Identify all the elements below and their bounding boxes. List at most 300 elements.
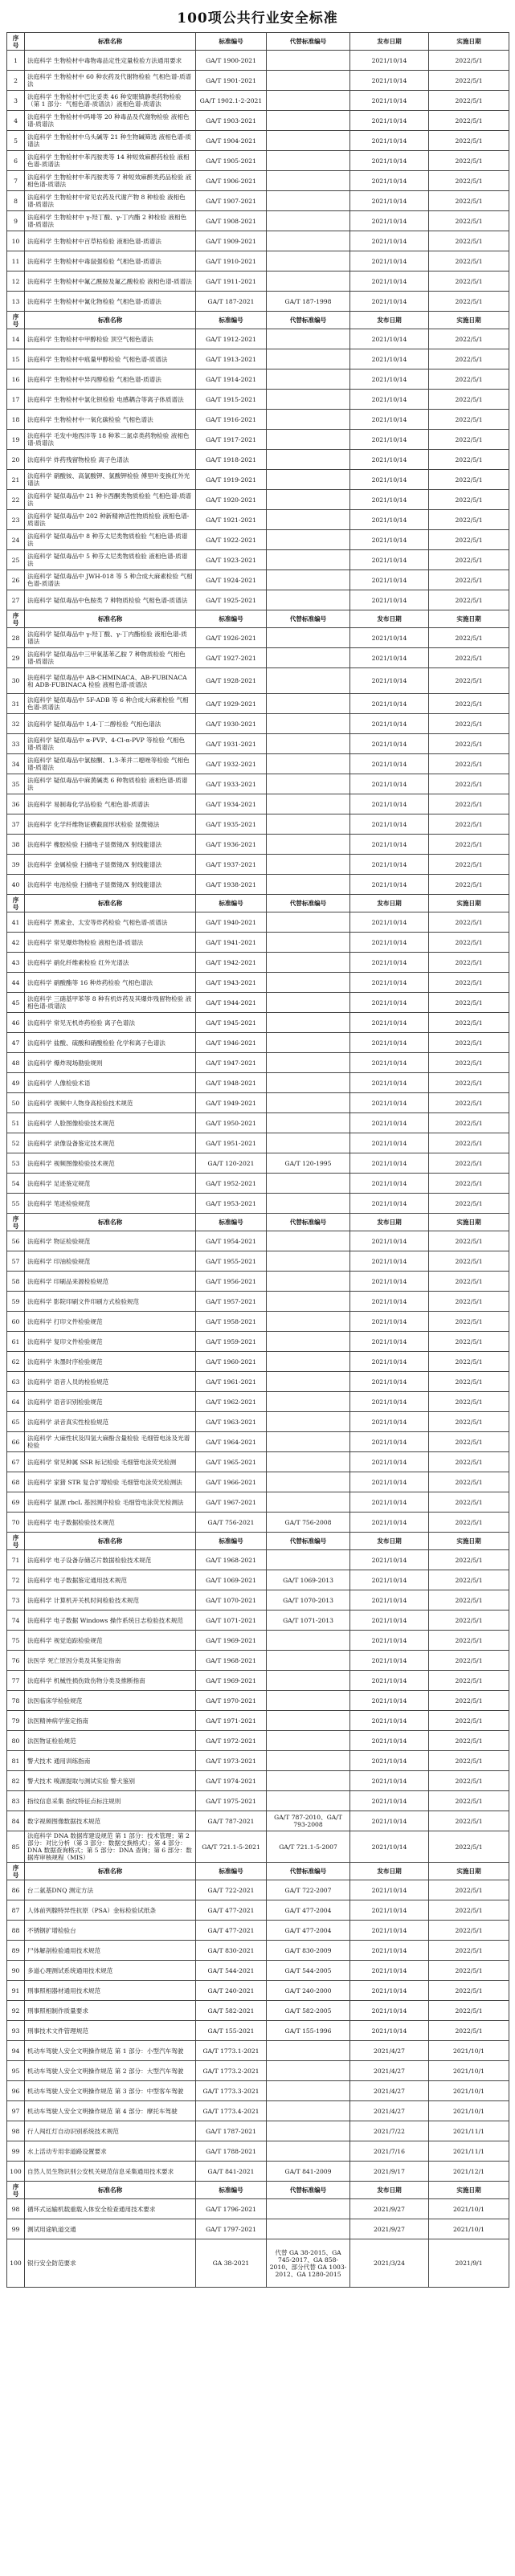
replaced-code: GA/T 1071-2013 bbox=[267, 1611, 350, 1631]
publish-date: 2021/7/22 bbox=[350, 2121, 429, 2141]
table-header-row bbox=[7, 33, 509, 51]
column-header: 序号 bbox=[7, 312, 25, 329]
table-row bbox=[7, 953, 509, 973]
table-row bbox=[7, 933, 509, 953]
effective-date: 2022/5/1 bbox=[429, 628, 509, 648]
standard-code: GA/T 155-2021 bbox=[196, 2021, 267, 2041]
effective-date: 2022/5/1 bbox=[429, 1093, 509, 1113]
publish-date: 2021/10/14 bbox=[350, 1961, 429, 1981]
standard-code: GA/T 477-2021 bbox=[196, 1921, 267, 1941]
row-number: 44 bbox=[7, 973, 25, 993]
publish-date: 2021/10/14 bbox=[350, 1231, 429, 1251]
effective-date: 2022/5/1 bbox=[429, 530, 509, 550]
publish-date: 2021/10/14 bbox=[350, 1093, 429, 1113]
effective-date: 2022/5/1 bbox=[429, 1611, 509, 1631]
replaced-code bbox=[267, 2141, 350, 2162]
row-number: 80 bbox=[7, 1731, 25, 1751]
publish-date: 2021/10/14 bbox=[350, 1432, 429, 1452]
column-header: 标准编号 bbox=[196, 312, 267, 329]
table-row bbox=[7, 71, 509, 91]
effective-date: 2022/5/1 bbox=[429, 191, 509, 211]
standard-code: GA/T 1070-2021 bbox=[196, 1590, 267, 1611]
standard-name: 法庭科学 疑似毒品中 α-PVP、4-Cl-α-PVP 等检验 气相色谱-质谱法 bbox=[25, 734, 196, 754]
standard-name: 法庭科学 生物检材中 60 种农药及代谢物检验 气相色谱-质谱法 bbox=[25, 71, 196, 91]
replaced-code bbox=[267, 2081, 350, 2101]
publish-date: 2021/10/14 bbox=[350, 1492, 429, 1513]
row-number: 58 bbox=[7, 1272, 25, 1292]
standard-code: GA/T 187-2021 bbox=[196, 292, 267, 312]
publish-date: 2021/10/14 bbox=[350, 251, 429, 271]
standard-code: GA/T 1908-2021 bbox=[196, 211, 267, 231]
effective-date: 2022/5/1 bbox=[429, 1731, 509, 1751]
standard-name: 法庭科学 大麻性状及四氢大麻酚含量检验 毛细管电泳及光谱检验 bbox=[25, 1432, 196, 1452]
standard-name: 法庭科学 复印文件检验规范 bbox=[25, 1332, 196, 1352]
column-header: 实施日期 bbox=[429, 312, 509, 329]
table-row bbox=[7, 875, 509, 895]
column-header: 标准编号 bbox=[196, 895, 267, 912]
standard-code: GA/T 1955-2021 bbox=[196, 1251, 267, 1272]
standard-code: GA/T 1912-2021 bbox=[196, 329, 267, 349]
table-row bbox=[7, 470, 509, 490]
publish-date: 2021/10/14 bbox=[350, 1332, 429, 1352]
replaced-code: GA/T 756-2008 bbox=[267, 1513, 350, 1533]
standard-code: GA/T 1971-2021 bbox=[196, 1711, 267, 1731]
row-number: 21 bbox=[7, 470, 25, 490]
row-number: 71 bbox=[7, 1550, 25, 1570]
replaced-code bbox=[267, 71, 350, 91]
publish-date: 2021/10/14 bbox=[350, 271, 429, 292]
row-number: 90 bbox=[7, 1961, 25, 1981]
table-row bbox=[7, 1711, 509, 1731]
table-row bbox=[7, 111, 509, 131]
standard-name: 循环式运输机载重载入体安全检查通用技术要求 bbox=[25, 2199, 196, 2219]
column-header: 序号 bbox=[7, 1214, 25, 1231]
table-row bbox=[7, 390, 509, 410]
table-row bbox=[7, 1921, 509, 1941]
table-row bbox=[7, 329, 509, 349]
replaced-code bbox=[267, 1272, 350, 1292]
replaced-code bbox=[267, 251, 350, 271]
row-number: 60 bbox=[7, 1312, 25, 1332]
replaced-code bbox=[267, 1113, 350, 1133]
standard-code: GA/T 722-2021 bbox=[196, 1880, 267, 1900]
table-row bbox=[7, 1113, 509, 1133]
standard-code: GA/T 1966-2021 bbox=[196, 1472, 267, 1492]
standard-code: GA/T 1787-2021 bbox=[196, 2121, 267, 2141]
table-row bbox=[7, 912, 509, 933]
standard-code: GA/T 1904-2021 bbox=[196, 131, 267, 151]
effective-date: 2022/5/1 bbox=[429, 1791, 509, 1811]
standard-name: 法庭科学 生物检材中氟乙酰胺及氟乙酸检验 液相色谱-质谱法 bbox=[25, 271, 196, 292]
standard-name: 法庭科学 化学纤维物证横截面形状检验 显微镜法 bbox=[25, 814, 196, 835]
standard-code: GA/T 1954-2021 bbox=[196, 1231, 267, 1251]
standard-code: GA/T 1920-2021 bbox=[196, 490, 267, 510]
table-row bbox=[7, 1611, 509, 1631]
row-number: 11 bbox=[7, 251, 25, 271]
standard-code: GA/T 1973-2021 bbox=[196, 1751, 267, 1771]
row-number: 54 bbox=[7, 1174, 25, 1194]
effective-date: 2022/5/1 bbox=[429, 1900, 509, 1921]
standard-name: 尸体解剖检验通用技术规范 bbox=[25, 1941, 196, 1961]
column-header: 标准名称 bbox=[25, 33, 196, 51]
effective-date: 2022/5/1 bbox=[429, 369, 509, 390]
replaced-code bbox=[267, 231, 350, 251]
row-number: 8 bbox=[7, 191, 25, 211]
standard-name: 法庭科学 疑似毒品中 21 种卡西酮类物质检验 气相色谱-质谱法 bbox=[25, 490, 196, 510]
effective-date: 2022/5/1 bbox=[429, 550, 509, 570]
row-number: 50 bbox=[7, 1093, 25, 1113]
replaced-code: GA/T 582-2005 bbox=[267, 2001, 350, 2021]
table-row bbox=[7, 450, 509, 470]
publish-date: 2021/10/14 bbox=[350, 694, 429, 714]
standard-code: GA/T 756-2021 bbox=[196, 1513, 267, 1533]
publish-date: 2021/10/14 bbox=[350, 490, 429, 510]
replaced-code bbox=[267, 151, 350, 171]
table-row bbox=[7, 251, 509, 271]
table-row bbox=[7, 2141, 509, 2162]
table-row bbox=[7, 774, 509, 794]
standard-code: GA/T 841-2021 bbox=[196, 2162, 267, 2182]
standard-code: GA/T 1923-2021 bbox=[196, 550, 267, 570]
publish-date: 2021/7/16 bbox=[350, 2141, 429, 2162]
row-number: 15 bbox=[7, 349, 25, 369]
effective-date: 2022/5/1 bbox=[429, 1272, 509, 1292]
effective-date: 2022/5/1 bbox=[429, 794, 509, 814]
row-number: 43 bbox=[7, 953, 25, 973]
column-header: 代替标准编号 bbox=[267, 312, 350, 329]
effective-date: 2021/10/1 bbox=[429, 2081, 509, 2101]
effective-date: 2022/5/1 bbox=[429, 1492, 509, 1513]
replaced-code bbox=[267, 1432, 350, 1452]
table-row bbox=[7, 1093, 509, 1113]
effective-date: 2022/5/1 bbox=[429, 1961, 509, 1981]
effective-date: 2022/5/1 bbox=[429, 1194, 509, 1214]
standard-name: 法医临床学检验规范 bbox=[25, 1691, 196, 1711]
standard-code: GA/T 1952-2021 bbox=[196, 1174, 267, 1194]
table-row bbox=[7, 1073, 509, 1093]
publish-date: 2021/9/27 bbox=[350, 2199, 429, 2219]
publish-date: 2021/10/14 bbox=[350, 953, 429, 973]
replaced-code bbox=[267, 1631, 350, 1651]
standard-code: GA/T 1934-2021 bbox=[196, 794, 267, 814]
standard-name: 法庭科学 生物检材中异丙醇检验 气相色谱-质谱法 bbox=[25, 369, 196, 390]
row-number: 74 bbox=[7, 1611, 25, 1631]
standard-name: 法庭科学 人像检验术语 bbox=[25, 1073, 196, 1093]
table-row bbox=[7, 510, 509, 530]
effective-date: 2022/5/1 bbox=[429, 1691, 509, 1711]
standard-name: 法庭科学 打印文件检验规范 bbox=[25, 1312, 196, 1332]
standard-name: 机动车驾驶人安全文明操作规范 第 2 部分：大型汽车驾驶 bbox=[25, 2061, 196, 2081]
replaced-code bbox=[267, 1292, 350, 1312]
effective-date: 2022/5/1 bbox=[429, 1631, 509, 1651]
effective-date: 2022/5/1 bbox=[429, 1550, 509, 1570]
row-number: 32 bbox=[7, 714, 25, 734]
replaced-code bbox=[267, 171, 350, 191]
effective-date: 2022/5/1 bbox=[429, 329, 509, 349]
standard-name: 法庭科学 硝化纤维素检验 红外光谱法 bbox=[25, 953, 196, 973]
publish-date: 2021/10/14 bbox=[350, 410, 429, 430]
effective-date: 2022/5/1 bbox=[429, 1513, 509, 1533]
row-number: 17 bbox=[7, 390, 25, 410]
row-number: 96 bbox=[7, 2081, 25, 2101]
publish-date: 2021/10/14 bbox=[350, 1251, 429, 1272]
standard-name: 法庭科学 爆炸现场勘验规则 bbox=[25, 1053, 196, 1073]
row-number: 72 bbox=[7, 1570, 25, 1590]
column-header: 标准编号 bbox=[196, 33, 267, 51]
publish-date: 2021/10/14 bbox=[350, 1771, 429, 1791]
table-row bbox=[7, 91, 509, 111]
publish-date: 2021/10/14 bbox=[350, 1372, 429, 1392]
replaced-code bbox=[267, 1033, 350, 1053]
row-number: 49 bbox=[7, 1073, 25, 1093]
standard-code: GA/T 1913-2021 bbox=[196, 349, 267, 369]
publish-date: 2021/10/14 bbox=[350, 1941, 429, 1961]
table-row bbox=[7, 754, 509, 774]
table-row bbox=[7, 231, 509, 251]
standard-name: 法庭科学 硝酸酯等 16 种炸药检验 气相色谱法 bbox=[25, 973, 196, 993]
column-header: 实施日期 bbox=[429, 1214, 509, 1231]
standard-name: 法庭科学 疑似毒品中 AB-CHMINACA、AB-FUBINACA 和 ADB-FUBINACA 检验 液相色谱-质谱法 bbox=[25, 668, 196, 694]
standard-code: GA/T 1924-2021 bbox=[196, 570, 267, 590]
row-number: 5 bbox=[7, 131, 25, 151]
table-row bbox=[7, 2162, 509, 2182]
replaced-code bbox=[267, 933, 350, 953]
row-number: 56 bbox=[7, 1231, 25, 1251]
row-number: 2 bbox=[7, 71, 25, 91]
effective-date: 2022/5/1 bbox=[429, 490, 509, 510]
effective-date: 2022/5/1 bbox=[429, 410, 509, 430]
row-number: 97 bbox=[7, 2101, 25, 2121]
row-number: 47 bbox=[7, 1033, 25, 1053]
publish-date: 2021/10/14 bbox=[350, 369, 429, 390]
row-number: 37 bbox=[7, 814, 25, 835]
effective-date: 2021/9/1 bbox=[429, 2239, 509, 2288]
table-row bbox=[7, 1251, 509, 1272]
effective-date: 2022/5/1 bbox=[429, 111, 509, 131]
standard-code: GA/T 1916-2021 bbox=[196, 410, 267, 430]
column-header: 实施日期 bbox=[429, 1863, 509, 1880]
replaced-code bbox=[267, 550, 350, 570]
publish-date: 2021/10/14 bbox=[350, 1711, 429, 1731]
replaced-code bbox=[267, 668, 350, 694]
standard-code: GA/T 1071-2021 bbox=[196, 1611, 267, 1631]
publish-date: 2021/9/27 bbox=[350, 2219, 429, 2239]
standards-table bbox=[6, 32, 509, 2288]
effective-date: 2022/5/1 bbox=[429, 1412, 509, 1432]
row-number: 100 bbox=[7, 2162, 25, 2182]
row-number: 48 bbox=[7, 1053, 25, 1073]
standard-name: 指纹信息采集 指纹特征点标注规则 bbox=[25, 1791, 196, 1811]
column-header: 代替标准编号 bbox=[267, 1533, 350, 1550]
column-header: 标准编号 bbox=[196, 2182, 267, 2199]
standard-name: 水上活动专用非道路设置要求 bbox=[25, 2141, 196, 2162]
replaced-code bbox=[267, 470, 350, 490]
standard-code: GA/T 1907-2021 bbox=[196, 191, 267, 211]
replaced-code bbox=[267, 1312, 350, 1332]
replaced-code bbox=[267, 1093, 350, 1113]
publish-date: 2021/10/14 bbox=[350, 450, 429, 470]
standard-code: GA/T 1974-2021 bbox=[196, 1771, 267, 1791]
standard-code: GA/T 1902.1-2-2021 bbox=[196, 91, 267, 111]
page-title: 100项公共行业安全标准 bbox=[177, 10, 338, 27]
column-header: 实施日期 bbox=[429, 2182, 509, 2199]
publish-date: 2021/10/14 bbox=[350, 1651, 429, 1671]
standard-name: 法庭科学 视频图像检验技术规范 bbox=[25, 1153, 196, 1174]
replaced-code bbox=[267, 1711, 350, 1731]
replaced-code: GA/T 841-2009 bbox=[267, 2162, 350, 2182]
replaced-code bbox=[267, 1751, 350, 1771]
publish-date: 2021/10/14 bbox=[350, 973, 429, 993]
row-number: 68 bbox=[7, 1472, 25, 1492]
table-row bbox=[7, 2041, 509, 2061]
publish-date: 2021/4/27 bbox=[350, 2041, 429, 2061]
publish-date: 2021/10/14 bbox=[350, 1791, 429, 1811]
standard-name: 不锈钢扩增检验台 bbox=[25, 1921, 196, 1941]
table-row bbox=[7, 1671, 509, 1691]
standard-name: 法庭科学 金属检验 扫描电子显微镜/X 射线能谱法 bbox=[25, 855, 196, 875]
publish-date: 2021/10/14 bbox=[350, 1392, 429, 1412]
table-row bbox=[7, 855, 509, 875]
column-header: 实施日期 bbox=[429, 1533, 509, 1550]
effective-date: 2022/5/1 bbox=[429, 590, 509, 610]
table-header-row bbox=[7, 1533, 509, 1550]
publish-date: 2021/10/14 bbox=[350, 390, 429, 410]
effective-date: 2022/5/1 bbox=[429, 390, 509, 410]
standard-name: 法庭科学 疑似毒品中 JWH-018 等 5 种合成大麻素检验 气相色谱-质谱法 bbox=[25, 570, 196, 590]
standard-code: GA/T 1773.4-2021 bbox=[196, 2101, 267, 2121]
standard-name: 法庭科学 生物检材中一氧化碳检验 气相色谱法 bbox=[25, 410, 196, 430]
table-header-row bbox=[7, 610, 509, 628]
table-row bbox=[7, 1590, 509, 1611]
standard-code: GA/T 1959-2021 bbox=[196, 1332, 267, 1352]
standard-name: 法庭科学 电子数据 Windows 操作系统日志检验技术规范 bbox=[25, 1611, 196, 1631]
effective-date: 2021/11/1 bbox=[429, 2121, 509, 2141]
row-number: 76 bbox=[7, 1651, 25, 1671]
effective-date: 2022/5/1 bbox=[429, 2021, 509, 2041]
replaced-code: GA/T 721.1-5-2007 bbox=[267, 1831, 350, 1863]
standard-code: GA/T 1945-2021 bbox=[196, 1013, 267, 1033]
column-header: 序号 bbox=[7, 1863, 25, 1880]
column-header: 代替标准编号 bbox=[267, 610, 350, 628]
effective-date: 2022/5/1 bbox=[429, 1590, 509, 1611]
standard-code: GA/T 1927-2021 bbox=[196, 648, 267, 668]
replaced-code bbox=[267, 1771, 350, 1791]
column-header: 发布日期 bbox=[350, 895, 429, 912]
publish-date: 2021/10/14 bbox=[350, 1272, 429, 1292]
effective-date: 2022/5/1 bbox=[429, 271, 509, 292]
publish-date: 2021/3/24 bbox=[350, 2239, 429, 2288]
column-header: 序号 bbox=[7, 610, 25, 628]
row-number: 29 bbox=[7, 648, 25, 668]
row-number: 42 bbox=[7, 933, 25, 953]
row-number: 65 bbox=[7, 1412, 25, 1432]
row-number: 82 bbox=[7, 1771, 25, 1791]
standard-code: GA/T 1906-2021 bbox=[196, 171, 267, 191]
standard-code: GA/T 1961-2021 bbox=[196, 1372, 267, 1392]
publish-date: 2021/10/14 bbox=[350, 550, 429, 570]
effective-date: 2022/5/1 bbox=[429, 1292, 509, 1312]
standard-code: GA/T 240-2021 bbox=[196, 1981, 267, 2001]
row-number: 25 bbox=[7, 550, 25, 570]
table-row bbox=[7, 430, 509, 450]
replaced-code bbox=[267, 2199, 350, 2219]
table-row bbox=[7, 292, 509, 312]
table-row bbox=[7, 2239, 509, 2288]
publish-date: 2021/10/14 bbox=[350, 1981, 429, 2001]
standard-code: GA/T 1797-2021 bbox=[196, 2219, 267, 2239]
column-header: 标准编号 bbox=[196, 1214, 267, 1231]
standard-name: 法庭科学 常见爆炸物检验 液相色谱-质谱法 bbox=[25, 933, 196, 953]
row-number: 24 bbox=[7, 530, 25, 550]
replaced-code bbox=[267, 1352, 350, 1372]
table-row bbox=[7, 1731, 509, 1751]
replaced-code: GA/T 187-1998 bbox=[267, 292, 350, 312]
publish-date: 2021/10/14 bbox=[350, 993, 429, 1013]
publish-date: 2021/10/14 bbox=[350, 1174, 429, 1194]
standard-name: 法庭科学 疑似毒品中 1,4-丁二醇检验 气相色谱法 bbox=[25, 714, 196, 734]
standard-name: 法庭科学 朱墨时序检验规范 bbox=[25, 1352, 196, 1372]
row-number: 64 bbox=[7, 1392, 25, 1412]
publish-date: 2021/4/27 bbox=[350, 2081, 429, 2101]
replaced-code bbox=[267, 2121, 350, 2141]
publish-date: 2021/10/14 bbox=[350, 292, 429, 312]
row-number: 77 bbox=[7, 1671, 25, 1691]
column-header: 代替标准编号 bbox=[267, 895, 350, 912]
replaced-code bbox=[267, 1251, 350, 1272]
column-header: 标准编号 bbox=[196, 1533, 267, 1550]
table-row bbox=[7, 1941, 509, 1961]
replaced-code bbox=[267, 993, 350, 1013]
standard-name: 法庭科学 语音识别检验规范 bbox=[25, 1392, 196, 1412]
effective-date: 2022/5/1 bbox=[429, 1013, 509, 1033]
standard-name: 法庭科学 生物检材中苯丙胺类等 14 种短效麻醉药检验 液相色谱-质谱法 bbox=[25, 151, 196, 171]
standard-name: 法庭科学 三硝基甲苯等 8 种有机炸药及其爆炸残留物检验 液相色谱-质谱法 bbox=[25, 993, 196, 1013]
standard-name: 法庭科学 生物检材中氰化物检验 气相色谱-质谱法 bbox=[25, 292, 196, 312]
column-header: 序号 bbox=[7, 33, 25, 51]
standard-name: 法庭科学 炸药残留物检验 离子色谱法 bbox=[25, 450, 196, 470]
column-header: 发布日期 bbox=[350, 1214, 429, 1231]
publish-date: 2021/10/14 bbox=[350, 231, 429, 251]
standard-name: 法庭科学 疑似毒品中色胺类 7 种物质检验 气相色谱-质谱法 bbox=[25, 590, 196, 610]
publish-date: 2021/10/14 bbox=[350, 1073, 429, 1093]
publish-date: 2021/10/14 bbox=[350, 211, 429, 231]
standard-code: GA/T 1914-2021 bbox=[196, 369, 267, 390]
standard-name: 法庭科学 生物检材中氯化钡检验 电感耦合等离子体质谱法 bbox=[25, 390, 196, 410]
column-header: 序号 bbox=[7, 895, 25, 912]
standard-code: GA/T 1967-2021 bbox=[196, 1492, 267, 1513]
standard-code: GA/T 1935-2021 bbox=[196, 814, 267, 835]
standard-name: 法庭科学 人脸图像检验技术规范 bbox=[25, 1113, 196, 1133]
table-row bbox=[7, 1651, 509, 1671]
effective-date: 2021/10/1 bbox=[429, 2061, 509, 2081]
effective-date: 2022/5/1 bbox=[429, 1113, 509, 1133]
replaced-code bbox=[267, 1731, 350, 1751]
effective-date: 2022/5/1 bbox=[429, 1880, 509, 1900]
standard-code: GA/T 1942-2021 bbox=[196, 953, 267, 973]
replaced-code: 代替 GA 38-2015、GA 745-2017、GA 858-2010、部分代替 GA 1003-2012、GA 1280-2015 bbox=[267, 2239, 350, 2288]
standard-name: 法庭科学 毛发中地西泮等 18 种苯二氮卓类药物检验 液相色谱-质谱法 bbox=[25, 430, 196, 450]
row-number: 10 bbox=[7, 231, 25, 251]
standard-code: GA/T 1925-2021 bbox=[196, 590, 267, 610]
standard-name: 法庭科学 印刷品来源检验规范 bbox=[25, 1272, 196, 1292]
publish-date: 2021/10/14 bbox=[350, 1880, 429, 1900]
row-number: 23 bbox=[7, 510, 25, 530]
standard-code: GA/T 1964-2021 bbox=[196, 1432, 267, 1452]
column-header: 标准名称 bbox=[25, 312, 196, 329]
row-number: 41 bbox=[7, 912, 25, 933]
row-number: 31 bbox=[7, 694, 25, 714]
effective-date: 2021/11/1 bbox=[429, 2141, 509, 2162]
